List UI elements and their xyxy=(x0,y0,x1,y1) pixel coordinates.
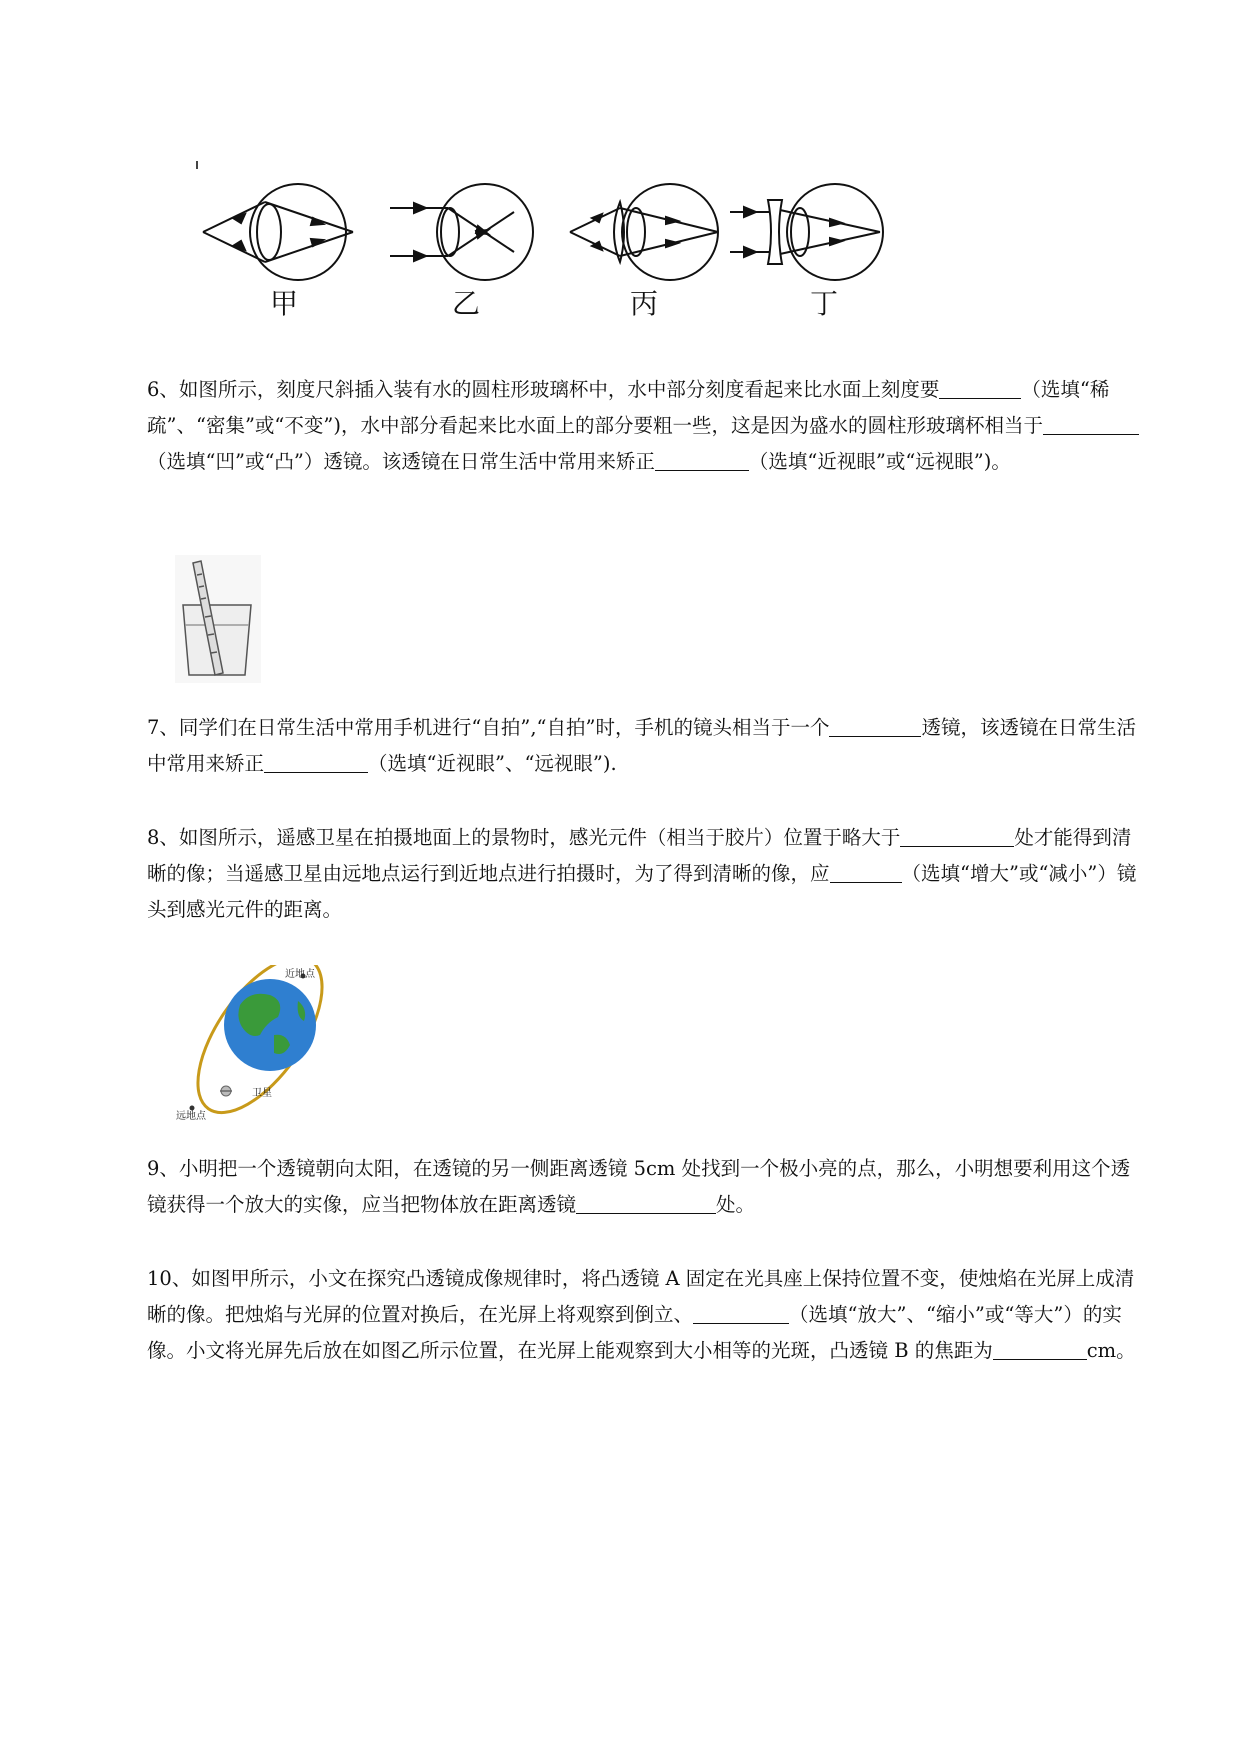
eye-diagrams-figure xyxy=(195,180,915,290)
eye-label-bing: 丙 xyxy=(630,287,659,320)
q7-text-3: （选填“近视眼”、“远视眼”). xyxy=(368,752,617,775)
q8-blank-2[interactable] xyxy=(830,860,902,883)
q8-text-1: 8、如图所示，遥感卫星在拍摄地面上的景物时，感光元件（相当于胶片）位置于略大于 xyxy=(147,826,901,849)
q6-text-3: （选填“凹”或“凸”）透镜。该透镜在日常生活中常用来矫正 xyxy=(147,450,655,473)
q10-text-3: cm。 xyxy=(1086,1339,1136,1362)
q6-text-4: （选填“近视眼”或“远视眼”)。 xyxy=(748,450,1011,473)
q10-text-2: （选填“放大”、“缩小”或“等大”）的实像。小文将光屏先后放在如图乙所示位置，在光屏上能观察到大小相等的光斑，凸透镜 B 的焦距为 xyxy=(147,1303,1122,1362)
q9-blank-1[interactable] xyxy=(576,1191,716,1214)
q7-blank-2[interactable] xyxy=(264,750,368,773)
q6-text-2: （选填“稀疏”、“密集”或“不变”)，水中部分看起来比水面上的部分要粗一些，这是因为盛水的圆柱形玻璃杯相当于 xyxy=(147,378,1110,437)
question-9 xyxy=(147,1151,1147,1223)
eye-diagram-yi xyxy=(390,184,533,280)
q7-text-1: 7、同学们在日常生活中常用手机进行“自拍”,“自拍”时，手机的镜头相当于一个 xyxy=(147,716,830,739)
q10-blank-2[interactable] xyxy=(993,1337,1087,1360)
q8-text-3: （选填“增大”或“减小”）镜头到感光元件的距离。 xyxy=(147,862,1137,921)
q6-text-1: 6、如图所示，刻度尺斜插入装有水的圆柱形玻璃杯中，水中部分刻度看起来比水面上刻度要 xyxy=(147,378,940,401)
glass-ruler-figure xyxy=(175,555,261,683)
question-6 xyxy=(147,372,1147,480)
q7-text-2: 透镜，该透镜在日常生活中常用来矫正 xyxy=(147,716,1136,775)
eye-label-jia: 甲 xyxy=(270,287,299,320)
q7-blank-1[interactable] xyxy=(829,714,921,737)
perigee-label: 近地点 xyxy=(285,969,315,980)
q10-text-1: 10、如图甲所示，小文在探究凸透镜成像规律时，将凸透镜 A 固定在光具座上保持位置不变，使烛焰在光屏上成清晰的像。把烛焰与光屏的位置对换后，在光屏上将观察到倒立、 xyxy=(147,1267,1135,1326)
question-7 xyxy=(147,710,1147,782)
eye-label-yi: 乙 xyxy=(452,287,481,320)
q6-blank-3[interactable] xyxy=(655,448,749,471)
q6-blank-1[interactable] xyxy=(939,376,1021,399)
q9-text-1: 9、小明把一个透镜朝向太阳，在透镜的另一侧距离透镜 5cm 处找到一个极小亮的点，那么，小明想要利用这个透镜获得一个放大的实像，应当把物体放在距离透镜 xyxy=(147,1157,1131,1216)
eye-diagram-ding xyxy=(730,184,883,280)
eye-diagram-bing xyxy=(570,184,718,280)
question-10 xyxy=(147,1261,1147,1369)
stray-mark xyxy=(196,161,198,169)
q8-blank-1[interactable] xyxy=(900,824,1014,847)
eye-diagram-jia xyxy=(203,184,353,280)
q8-text-2: 处才能得到清晰的像；当遥感卫星由远地点运行到近地点进行拍摄时，为了得到清晰的像，应 xyxy=(147,826,1132,885)
q6-blank-2[interactable] xyxy=(1043,412,1139,435)
apogee-label: 远地点 xyxy=(176,1111,206,1122)
satellite-label: 卫星 xyxy=(252,1088,272,1099)
question-8 xyxy=(147,820,1147,928)
q9-text-2: 处。 xyxy=(716,1193,756,1216)
q10-blank-1[interactable] xyxy=(693,1301,789,1324)
eye-label-ding: 丁 xyxy=(810,287,839,320)
